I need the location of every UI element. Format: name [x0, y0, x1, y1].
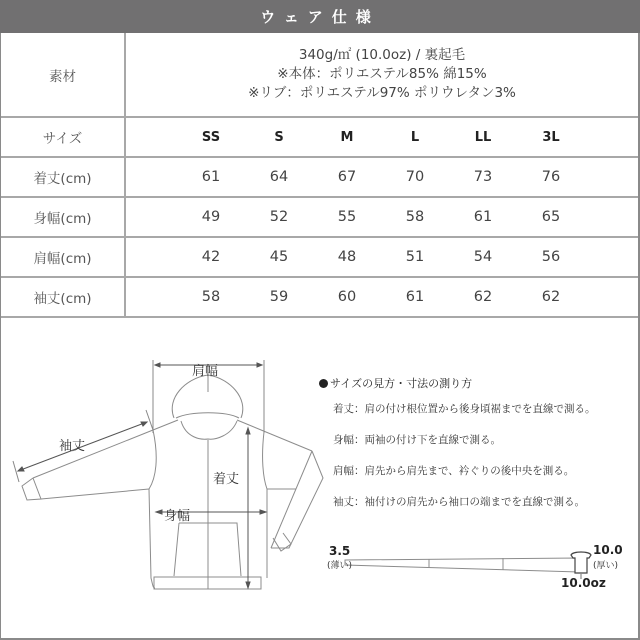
table-cell: 61	[473, 209, 493, 225]
measurement-guide	[0, 318, 640, 640]
table-cell: 73	[473, 169, 493, 185]
table-cell: 48	[337, 249, 357, 265]
material-line: ※リブ：ポリエステル97% ポリウレタン3%	[248, 85, 516, 101]
bullet-icon	[319, 379, 328, 388]
note-body-length: 着丈：肩の付け根位置から後身頃裾までを直線で測る。	[333, 403, 596, 415]
table-cell: 67	[337, 169, 357, 185]
size-col-header: S	[274, 129, 284, 145]
material-row	[1, 33, 638, 118]
body-width-label: 身幅	[164, 509, 191, 524]
material-label: 素材	[1, 33, 126, 116]
table-cell: 54	[473, 249, 493, 265]
table-cell: 42	[201, 249, 221, 265]
table-cell: 59	[269, 289, 289, 305]
table-cell: 52	[269, 209, 289, 225]
material-line: ※本体：ポリエステル85% 綿15%	[277, 66, 487, 82]
table-cell: 76	[541, 169, 561, 185]
hoodie-diagram	[1, 318, 331, 638]
thickness-max-value: 10.0	[593, 543, 623, 557]
table-cell: 65	[541, 209, 561, 225]
size-header-row	[1, 118, 638, 158]
material-line: 340g/㎡ (10.0oz) / 裏起毛	[298, 47, 466, 63]
thickness-min-label: (薄い)	[327, 561, 353, 571]
table-cell: 62	[473, 289, 493, 305]
table-row	[1, 238, 638, 278]
thickness-max-label: (厚い)	[593, 561, 619, 571]
table-cell: 45	[269, 249, 289, 265]
table-cell: 61	[405, 289, 425, 305]
note-shoulder-width: 肩幅：肩先から肩先まで、衿ぐりの後中央を測る。	[333, 465, 575, 477]
table-row	[1, 198, 638, 238]
table-cell: 62	[541, 289, 561, 305]
table-cell: 58	[201, 289, 221, 305]
size-header-label: サイズ	[1, 118, 126, 156]
spec-header	[0, 0, 640, 33]
fabric-thickness-scale	[321, 543, 623, 606]
table-row	[1, 278, 638, 318]
table-cell: 49	[201, 209, 221, 225]
table-cell: 58	[405, 209, 425, 225]
table-cell: 61	[201, 169, 221, 185]
spec-table	[0, 33, 640, 318]
row-label: 着丈(cm)	[1, 158, 126, 196]
row-label: 袖丈(cm)	[1, 278, 126, 316]
size-col-header: LL	[474, 129, 492, 145]
table-row	[1, 158, 638, 198]
measure-notes	[319, 373, 639, 517]
table-cell: 60	[337, 289, 357, 305]
hoodie-illustration-icon	[1, 318, 331, 638]
shoulder-width-label: 肩幅	[192, 364, 219, 379]
size-col-header: L	[410, 129, 420, 145]
table-cell: 56	[541, 249, 561, 265]
row-label: 身幅(cm)	[1, 198, 126, 236]
sleeve-length-label: 袖丈	[59, 439, 86, 454]
size-col-header: SS	[201, 129, 221, 145]
note-sleeve-length: 袖丈：袖付けの肩先から袖口の端までを直線で測る。	[333, 496, 585, 508]
size-col-header: 3L	[542, 129, 560, 145]
table-cell: 51	[405, 249, 425, 265]
table-cell: 55	[337, 209, 357, 225]
thickness-current-value: 10.0oz	[561, 576, 606, 590]
thickness-min-value: 3.5	[329, 544, 351, 558]
spec-title: ウェア仕様	[260, 8, 380, 26]
notes-heading: サイズの見方・寸法の測り方	[319, 373, 639, 393]
table-cell: 70	[405, 169, 425, 185]
note-body-width: 身幅：両袖の付け下を直線で測る。	[333, 434, 501, 446]
row-label: 肩幅(cm)	[1, 238, 126, 276]
table-cell: 64	[269, 169, 289, 185]
body-length-label: 着丈	[213, 472, 240, 487]
size-col-header: M	[340, 129, 354, 145]
material-content	[126, 33, 638, 116]
